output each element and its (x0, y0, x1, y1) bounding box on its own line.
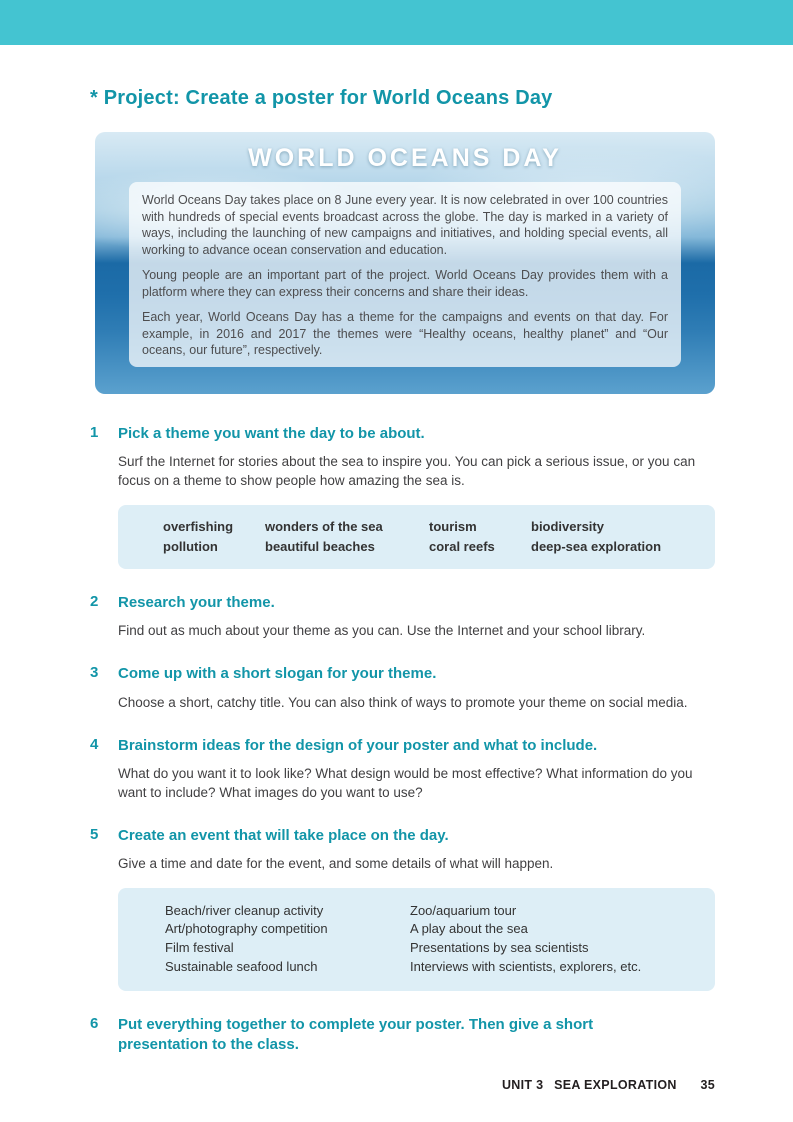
theme-item: overfishing (163, 518, 234, 534)
step-4-heading: Brainstorm ideas for the design of your poster and what to include. (118, 736, 598, 754)
step-2-body: Find out as much about your theme as you can. Use the Internet and your school library. (118, 623, 646, 639)
theme-item: biodiversity (531, 518, 604, 534)
step-1 (90, 424, 715, 569)
theme-ideas-box (118, 505, 715, 569)
theme-item: beautiful beaches (265, 538, 375, 554)
step-2 (90, 593, 715, 640)
unit-label: UNIT 3 (501, 1078, 544, 1092)
section-label: SEA EXPLORATION (554, 1078, 677, 1092)
event-item: Art/photography competition (165, 921, 328, 937)
step-3 (90, 664, 715, 711)
step-4-body: What do you want it to look like? What design would be most effective? What information do you want to include? What images do you want to use? (118, 765, 693, 801)
event-ideas-box (118, 888, 715, 991)
theme-item: tourism (429, 518, 477, 534)
world-oceans-day-poster (95, 132, 715, 394)
step-3-body: Choose a short, catchy title. You can also think of ways to promote your theme on social media. (118, 694, 688, 710)
step-4-head (90, 736, 715, 756)
event-item: Beach/river cleanup activity (165, 902, 324, 918)
step-5 (90, 826, 715, 991)
step-6-head (90, 1015, 715, 1056)
theme-item: coral reefs (429, 538, 495, 554)
project-steps (90, 424, 715, 1056)
page-title: * Project: Create a poster for World Oceans Day (90, 87, 553, 109)
event-item: A play about the sea (410, 921, 528, 937)
theme-item: wonders of the sea (265, 518, 383, 534)
step-1-body: Surf the Internet for stories about the sea to inspire you. You can pick a serious issue, or you can focus on a theme to show people how amazing the sea is. (118, 454, 696, 489)
poster-paragraph: Each year, World Oceans Day has a theme for the campaigns and events on that day. For example, in 2016 and 2017 the themes were “Healthy oceans, healthy planet” and “Our oceans, our future”, respectively. (142, 310, 668, 357)
theme-column-3 (429, 517, 531, 557)
step-5-heading: Create an event that will take place on the day. (118, 827, 449, 845)
theme-item: deep-sea exploration (531, 538, 662, 554)
poster-paragraph: Young people are an important part of the project. World Oceans Day provides them with a platform where they can express their concerns and share their ideas. (142, 268, 668, 299)
poster-paragraph: World Oceans Day takes place on 8 June every year. It is now celebrated in over 100 countries with hundreds of special events broadcast across the globe. The day is marked in a variety of ways, including the launching of new campaigns and initiatives, and holding special events, all working to advance ocean conservation and education. (142, 193, 668, 257)
step-5-number: 5 (90, 826, 99, 844)
step-5-head (90, 826, 715, 846)
step-3-head (90, 664, 715, 684)
step-6 (90, 1015, 715, 1056)
step-2-heading: Research your theme. (118, 593, 275, 611)
event-column-2 (410, 902, 699, 977)
theme-item: pollution (163, 538, 218, 554)
top-color-bar (0, 0, 793, 45)
event-item: Sustainable seafood lunch (165, 959, 318, 975)
step-1-number: 1 (90, 424, 99, 441)
theme-column-1 (163, 517, 265, 557)
theme-column-2 (265, 517, 429, 557)
poster-text-panel (129, 182, 681, 367)
step-6-number: 6 (90, 1015, 99, 1032)
step-6-heading: Put everything together to complete your poster. Then give a short presentation to the class. (118, 1016, 594, 1054)
event-column-1 (165, 902, 410, 977)
event-item: Presentations by sea scientists (410, 940, 589, 956)
step-5-body: Give a time and date for the event, and some details of what will happen. (118, 856, 554, 872)
step-3-heading: Come up with a short slogan for your theme. (118, 665, 437, 683)
event-item: Zoo/aquarium tour (410, 902, 517, 918)
step-3-number: 3 (90, 664, 99, 682)
step-4-number: 4 (90, 735, 99, 753)
page-number: 35 (700, 1078, 715, 1092)
theme-column-4 (531, 517, 695, 557)
poster-heading: WORLD OCEANS DAY (248, 144, 562, 172)
event-item: Film festival (165, 940, 234, 956)
step-1-head (90, 424, 715, 444)
step-1-heading: Pick a theme you want the day to be about. (118, 425, 425, 442)
event-item: Interviews with scientists, explorers, etc. (410, 959, 642, 975)
page-footer (502, 1078, 715, 1092)
step-2-head (90, 593, 715, 613)
step-2-number: 2 (90, 592, 99, 610)
step-4 (90, 736, 715, 803)
page-content (0, 45, 793, 1056)
